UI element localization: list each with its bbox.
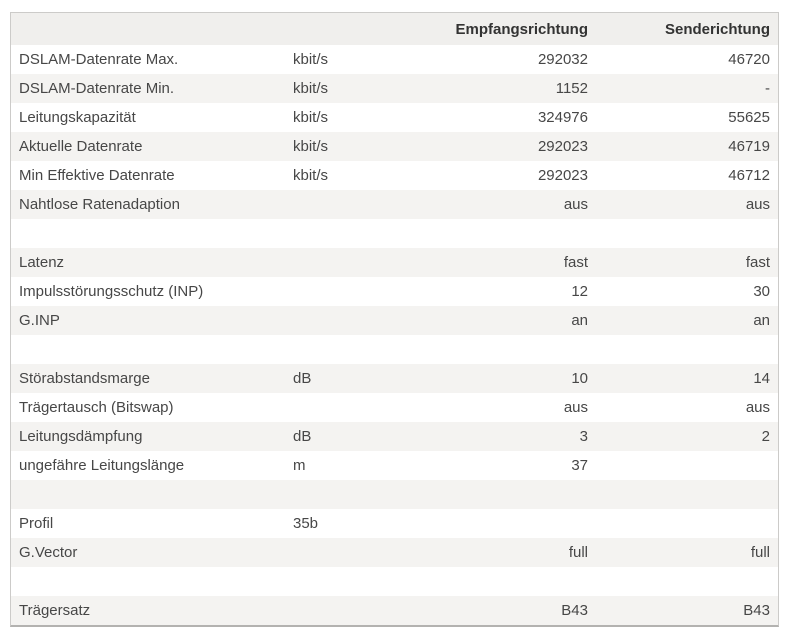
row-value-rx: 292032	[537, 51, 588, 68]
row-value-tx: aus	[745, 399, 770, 416]
row-value-tx: 46720	[728, 51, 770, 68]
table-row	[11, 364, 778, 393]
table-row	[11, 161, 778, 190]
row-value-rx: 10	[571, 370, 588, 387]
row-label: Trägertausch (Bitswap)	[19, 399, 174, 416]
row-label: G.INP	[19, 312, 60, 329]
table-row	[11, 422, 778, 451]
row-value-tx: aus	[745, 196, 770, 213]
table-row	[11, 509, 778, 538]
table-row	[11, 306, 778, 335]
row-unit: kbit/s	[293, 138, 329, 155]
table-body	[11, 45, 778, 625]
table-header-row	[11, 13, 778, 45]
row-value-rx: 12	[571, 283, 588, 300]
row-value-tx: an	[753, 312, 770, 329]
row-value-rx: fast	[563, 254, 588, 271]
row-value-rx: 3	[579, 428, 588, 445]
row-label: Impulsstörungsschutz (INP)	[19, 283, 204, 300]
row-label: DSLAM-Datenrate Max.	[19, 51, 179, 68]
row-label: Trägersatz	[19, 602, 91, 619]
table-row	[11, 596, 778, 625]
row-value-tx: B43	[743, 602, 770, 619]
row-label: Leitungskapazität	[19, 109, 136, 126]
row-value-tx: 14	[753, 370, 770, 387]
table-row	[11, 451, 778, 480]
row-value-tx: -	[765, 80, 770, 97]
row-unit: kbit/s	[293, 109, 329, 126]
row-value-tx: fast	[745, 254, 770, 271]
row-value-tx: 46719	[728, 138, 770, 155]
row-label: Nahtlose Ratenadaption	[19, 196, 180, 213]
row-value-tx: full	[750, 544, 770, 561]
row-value-rx: aus	[563, 399, 588, 416]
table-row	[11, 393, 778, 422]
row-label: ungefähre Leitungslänge	[19, 457, 185, 474]
row-value-rx: B43	[561, 602, 588, 619]
table-row	[11, 335, 778, 364]
dsl-info-table	[10, 12, 779, 627]
row-value-rx: 37	[571, 457, 588, 474]
row-value-tx: 55625	[728, 109, 770, 126]
row-label: Leitungsdämpfung	[19, 428, 143, 445]
row-value-rx: 292023	[537, 167, 588, 184]
table-row	[11, 538, 778, 567]
row-label: Min Effektive Datenrate	[19, 167, 175, 184]
table-row	[11, 277, 778, 306]
row-unit: dB	[293, 428, 312, 445]
column-header-senderichtung: Senderichtung	[664, 20, 770, 38]
table-row	[11, 567, 778, 596]
row-unit: kbit/s	[293, 51, 329, 68]
row-unit: dB	[293, 370, 312, 387]
table-row	[11, 103, 778, 132]
row-label: G.Vector	[19, 544, 78, 561]
row-value-tx: 2	[761, 428, 770, 445]
table-row	[11, 74, 778, 103]
column-header-empfangsrichtung: Empfangsrichtung	[455, 20, 588, 38]
row-value-rx: full	[568, 544, 588, 561]
row-value-rx: 1152	[555, 80, 588, 97]
table-row	[11, 45, 778, 74]
table-row	[11, 132, 778, 161]
table-row	[11, 190, 778, 219]
row-value-tx: 46712	[728, 167, 770, 184]
row-value-tx: 30	[753, 283, 770, 300]
table-row	[11, 219, 778, 248]
row-value-rx: 324976	[537, 109, 588, 126]
row-label: Latenz	[19, 254, 65, 271]
row-value-rx: an	[571, 312, 588, 329]
table-row	[11, 480, 778, 509]
row-label: Profil	[19, 515, 54, 532]
row-unit: m	[293, 457, 306, 474]
row-unit: kbit/s	[293, 167, 329, 184]
table-row	[11, 248, 778, 277]
row-label: DSLAM-Datenrate Min.	[19, 80, 175, 97]
row-unit: kbit/s	[293, 80, 329, 97]
row-label: Aktuelle Datenrate	[19, 138, 143, 155]
row-unit: 35b	[293, 515, 319, 532]
row-label: Störabstandsmarge	[19, 370, 150, 387]
row-value-rx: 292023	[537, 138, 588, 155]
row-value-rx: aus	[563, 196, 588, 213]
